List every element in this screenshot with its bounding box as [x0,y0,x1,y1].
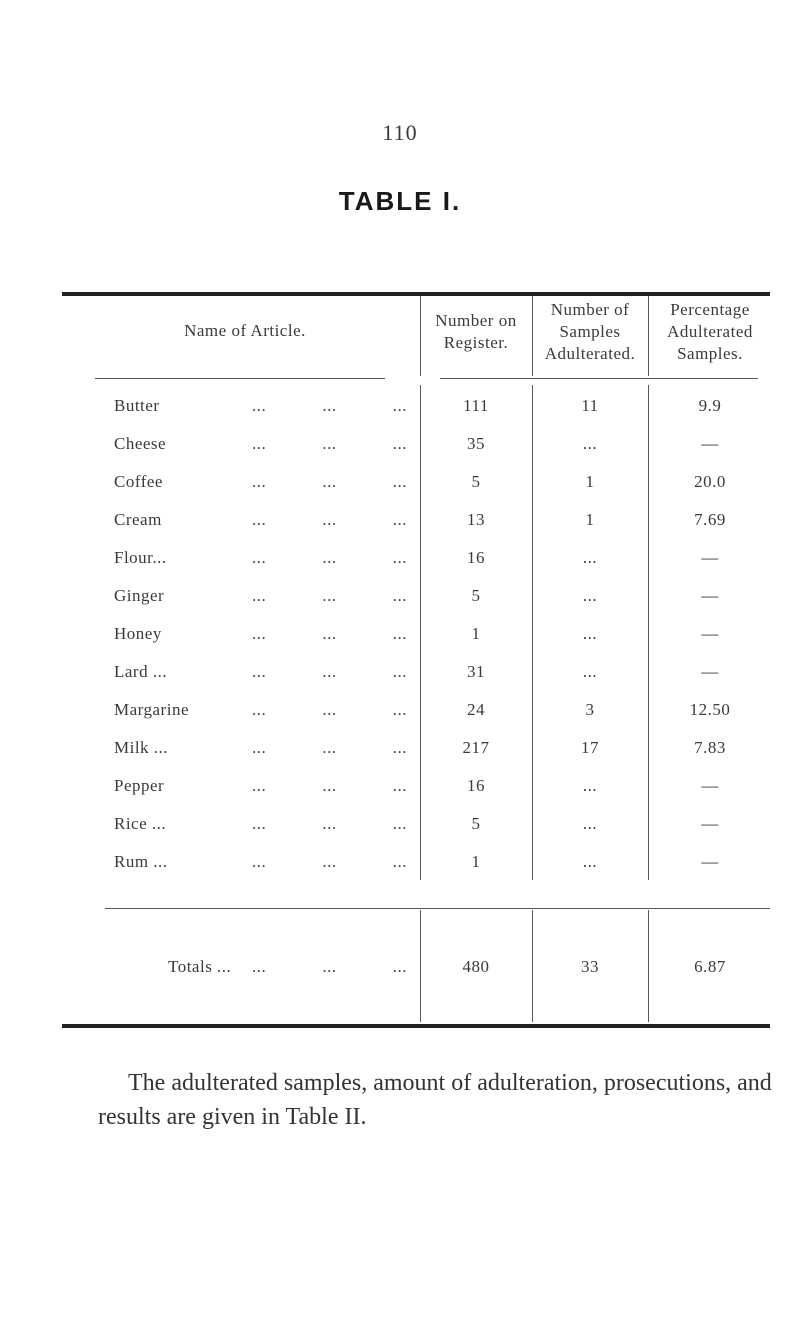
header-number-on-register: Number on Register. [435,311,517,352]
register-count: 24 [467,700,485,719]
page-number: 110 [382,120,418,145]
article-name: Rum ... [114,852,168,871]
dot-leaders: ... ... ... [252,624,407,643]
dot-leaders: ... ... ... [252,957,407,976]
dot-leaders: ... ... ... [252,700,407,719]
header-rule [440,378,758,379]
register-count: 13 [467,510,485,529]
percentage-value: — [701,852,719,871]
register-count: 111 [463,396,489,415]
table-row [0,769,800,803]
adulterated-count: ... [582,548,598,567]
header-name-of-article: Name of Article. [184,321,306,340]
table-row [0,541,800,575]
article-name: Ginger [114,586,165,605]
dot-leaders: ... ... ... [252,586,407,605]
percentage-value: — [701,776,719,795]
article-name: Flour... [114,548,167,567]
table-row [0,427,800,461]
total-register: 480 [462,957,490,976]
total-adulterated: 33 [581,957,599,976]
table-row [0,731,800,765]
adulterated-count: ... [582,776,598,795]
article-name: Pepper [114,776,165,795]
adulterated-count: ... [582,852,598,871]
table-row [0,465,800,499]
total-percentage: 6.87 [694,957,726,976]
percentage-value: — [701,548,719,567]
header-percentage-adulterated: Percentage Adulterated Samples. [667,300,753,363]
adulterated-count: ... [582,586,598,605]
register-count: 31 [467,662,485,681]
percentage-value: 7.69 [694,510,726,529]
totals-rule [105,908,770,909]
table-bottom-rule [62,1024,770,1028]
dot-leaders: ... ... ... [252,738,407,757]
table-row [0,693,800,727]
header-rule [95,378,385,379]
register-count: 1 [471,852,481,871]
adulterated-count: ... [582,434,598,453]
dot-leaders: ... ... ... [252,510,407,529]
register-count: 16 [467,776,485,795]
paragraph-text: The adulterated samples, amount of adulteration, prosecutions, and results are given in Table II. [98,1070,772,1130]
dot-leaders: ... ... ... [252,548,407,567]
adulterated-count: 3 [585,700,595,719]
register-count: 1 [471,624,481,643]
article-name: Rice ... [114,814,167,833]
totals-label: Totals ... [168,957,232,976]
register-count: 5 [471,472,481,491]
percentage-value: — [701,586,719,605]
percentage-value: 9.9 [698,396,722,415]
article-name: Butter [114,396,160,415]
register-count: 217 [462,738,490,757]
dot-leaders: ... ... ... [252,662,407,681]
adulterated-count: 1 [585,510,595,529]
dot-leaders: ... ... ... [252,472,407,491]
table-row [0,389,800,423]
article-name: Honey [114,624,162,643]
adulterated-count: ... [582,814,598,833]
adulterated-count: 11 [581,396,599,415]
article-name: Cheese [114,434,167,453]
dot-leaders: ... ... ... [252,396,407,415]
adulterated-count: 1 [585,472,595,491]
table-top-rule [62,292,770,296]
dot-leaders: ... ... ... [252,852,407,871]
register-count: 5 [471,586,481,605]
dot-leaders: ... ... ... [252,434,407,453]
percentage-value: 12.50 [689,700,731,719]
body-paragraph [98,1066,778,1134]
register-count: 35 [467,434,485,453]
adulterated-count: ... [582,662,598,681]
register-count: 5 [471,814,481,833]
header-samples-adulterated: Number of Samples Adulterated. [544,300,636,363]
percentage-value: 7.83 [694,738,726,757]
percentage-value: — [701,624,719,643]
register-count: 16 [467,548,485,567]
percentage-value: — [701,814,719,833]
article-name: Coffee [114,472,163,491]
article-name: Milk ... [114,738,169,757]
percentage-value: — [701,434,719,453]
totals-row [0,950,800,984]
article-name: Lard ... [114,662,168,681]
table-row [0,579,800,613]
table-row [0,503,800,537]
percentage-value: — [701,662,719,681]
adulterated-count: ... [582,624,598,643]
table-row [0,655,800,689]
percentage-value: 20.0 [694,472,726,491]
table-row [0,807,800,841]
table-row [0,617,800,651]
table-title: TABLE I. [338,186,462,216]
adulterated-count: 17 [581,738,599,757]
article-name: Margarine [114,700,189,719]
article-name: Cream [114,510,162,529]
dot-leaders: ... ... ... [252,814,407,833]
table-row [0,845,800,879]
dot-leaders: ... ... ... [252,776,407,795]
